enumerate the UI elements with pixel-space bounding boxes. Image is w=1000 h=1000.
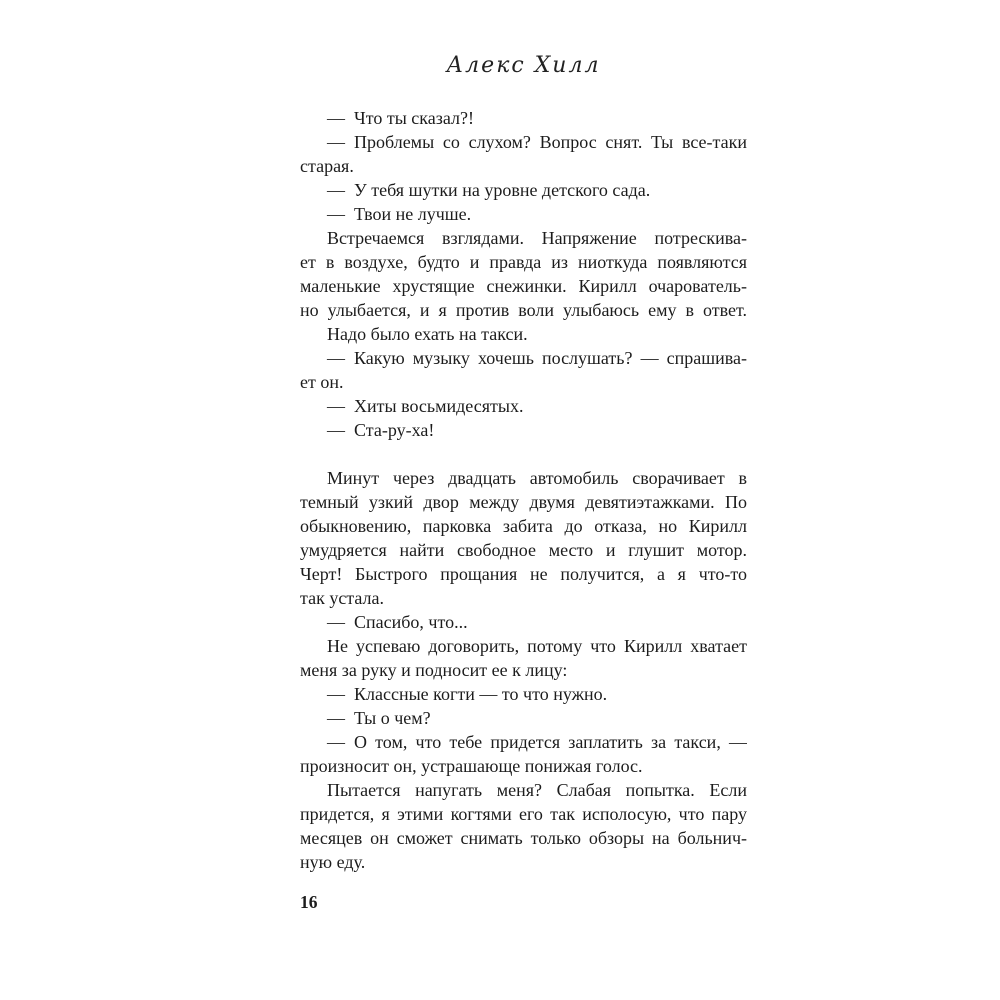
text-line: меня за руку и подносит ее к лицу: xyxy=(300,660,568,680)
text-line: так устала. xyxy=(300,588,385,608)
text-line: но улыбается, и я против воли улыбаюсь ему в ответ. xyxy=(300,300,747,320)
text-line: — Спасибо, что... xyxy=(327,612,468,632)
running-header: Алекс Хилл xyxy=(446,53,601,78)
text-line: произносит он, устрашающе понижая голос. xyxy=(300,756,643,776)
text-line: месяцев он сможет снимать только обзоры на больнич- xyxy=(300,828,747,848)
text-line: — Какую музыку хочешь послушать? — спрашива- xyxy=(327,348,747,368)
text-line: обыкновению, парковка забита до отказа, но Кирилл xyxy=(300,516,747,536)
text-line: маленькие хрустящие снежинки. Кирилл очарователь- xyxy=(300,276,747,296)
text-line: — Проблемы со слухом? Вопрос снят. Ты все-таки xyxy=(327,132,747,152)
text-line: — Хиты восьмидесятых. xyxy=(327,396,524,416)
text-line: ет он. xyxy=(300,372,344,392)
text-line: умудряется найти свободное место и глушит мотор. xyxy=(300,540,747,560)
text-line: темный узкий двор между двумя девятиэтажками. По xyxy=(300,492,747,512)
text-line: Минут через двадцать автомобиль сворачивает в xyxy=(327,468,747,488)
text-line: Черт! Быстрого прощания не получится, а я что-то xyxy=(300,564,747,584)
text-line: — Что ты сказал?! xyxy=(327,108,474,128)
text-line: Надо было ехать на такси. xyxy=(327,324,528,344)
text-line: ную еду. xyxy=(300,852,366,872)
text-line: — У тебя шутки на уровне детского сада. xyxy=(327,180,651,200)
text-line: Пытается напугать меня? Слабая попытка. Если xyxy=(327,780,747,800)
page-number: 16 xyxy=(300,892,318,912)
text-line: — Ты о чем? xyxy=(327,708,431,728)
text-line: — Твои не лучше. xyxy=(327,204,472,224)
text-line: придется, я этими когтями его так исполосую, что пару xyxy=(300,804,747,824)
text-line: Встречаемся взглядами. Напряжение потрескива- xyxy=(327,228,747,248)
text-line: ет в воздухе, будто и правда из ниоткуда появляются xyxy=(300,252,747,272)
text-line: — О том, что тебе придется заплатить за такси, — xyxy=(327,732,747,752)
text-line: Не успеваю договорить, потому что Кирилл хватает xyxy=(327,636,747,656)
text-block xyxy=(300,106,747,874)
text-line: старая. xyxy=(300,156,354,176)
text-line: — Классные когти — то что нужно. xyxy=(327,684,608,704)
text-line: — Ста-ру-ха! xyxy=(327,420,435,440)
